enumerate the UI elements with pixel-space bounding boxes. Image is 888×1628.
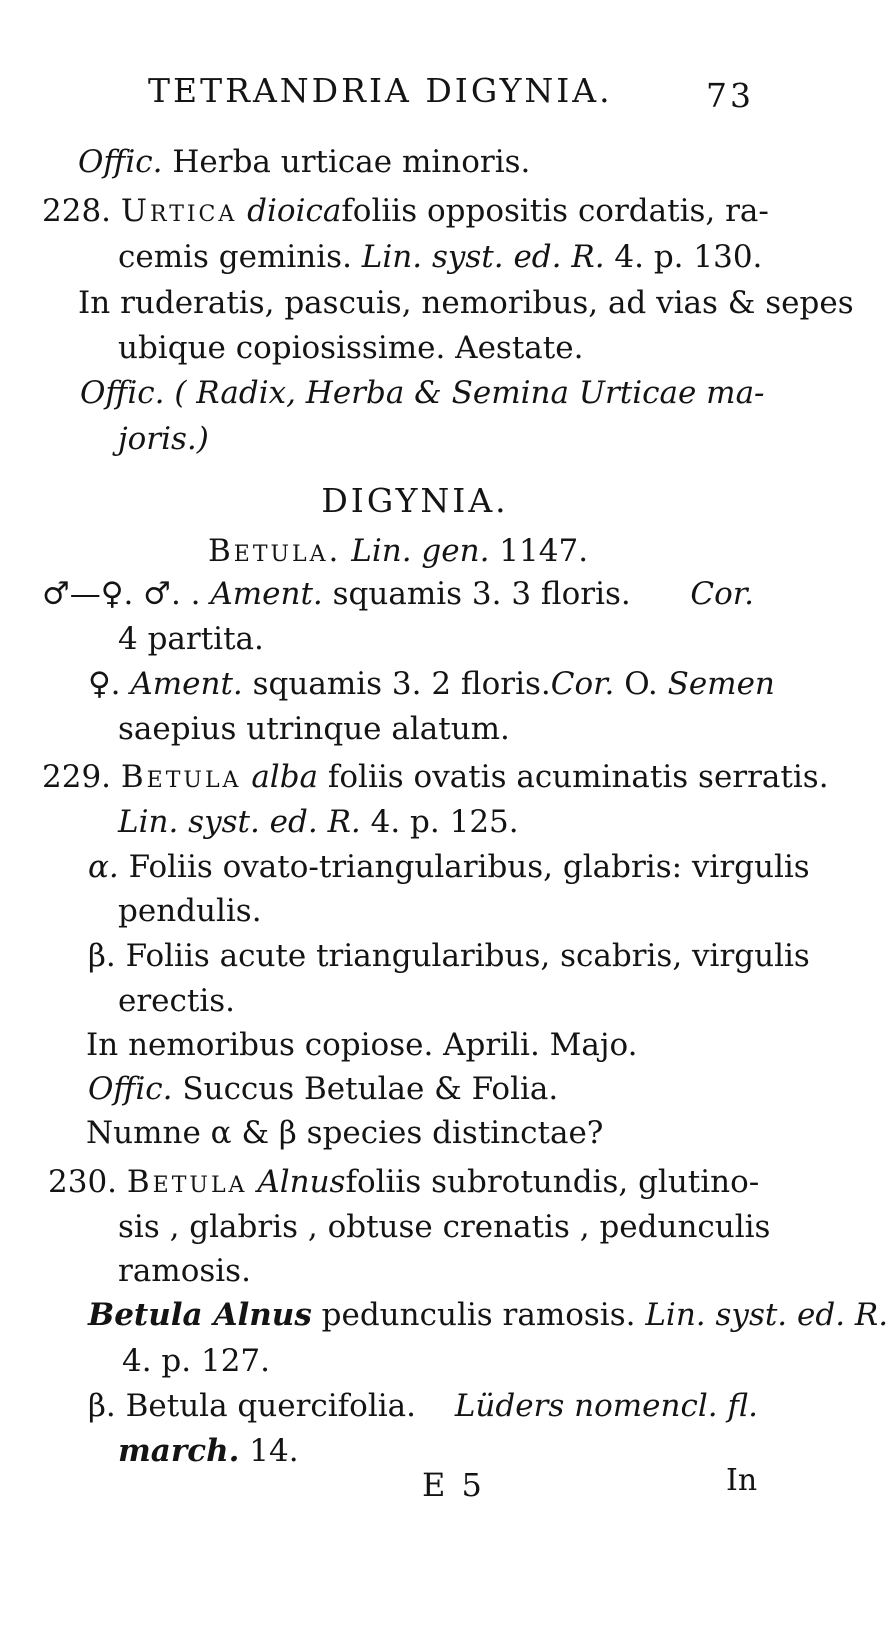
line-text: 14. (239, 1433, 299, 1469)
entry-230-line (48, 1163, 758, 1201)
line-text: cemis geminis. (118, 239, 362, 275)
offic-label: Offic. (78, 144, 163, 180)
line-text: pedunculis ramosis. (311, 1297, 646, 1333)
female-symbol: ♀. (88, 666, 121, 702)
offic-line (88, 1070, 558, 1108)
entry-number: 229. (42, 759, 112, 795)
line-text: 4. p. 125. (360, 804, 519, 840)
entry-229-reference (118, 803, 519, 841)
cor-label: Cor. (690, 576, 754, 612)
running-title: TETRANDRIA DIGYNIA. (148, 71, 613, 110)
line-text: foliis oppositis cordatis, ra- (341, 193, 769, 229)
entry-228-reference (118, 238, 762, 276)
variety-letter: α. (88, 849, 119, 885)
variety-alpha-cont: pendulis. (118, 893, 262, 929)
entry-229-line (42, 758, 829, 796)
reference-abbr: Lin. syst. ed. R. (645, 1297, 888, 1333)
species-name: dioica (247, 193, 342, 229)
variety-letter: β. (88, 1388, 116, 1424)
habitat-line: In ruderatis, pascuis, nemoribus, ad vias & sepes (78, 285, 854, 321)
line-text: Succus Betulae & Folia. (172, 1071, 559, 1107)
entry-228-line (42, 192, 769, 230)
catchword: In (726, 1463, 758, 1498)
offic-line-cont: joris.) (118, 421, 209, 457)
cor-label: Cor. (550, 666, 615, 702)
reference-abbr: Lin. syst. ed. R. (118, 804, 361, 840)
synonym-line-cont: 4. p. 127. (122, 1343, 271, 1379)
habitat-line: In nemoribus copiose. Aprili. Majo. (86, 1027, 638, 1063)
line-text: foliis ovatis acuminatis serratis. (318, 759, 829, 795)
question-line: Numne α & β species distinctae? (86, 1115, 604, 1151)
ament-label: Ament. (200, 576, 323, 612)
reference-abbr: Lin. syst. ed. R. (361, 239, 605, 275)
ament-label: Ament. (120, 666, 243, 702)
synonym-name: Betula Alnus (88, 1297, 312, 1333)
entry-230-cont-2: ramosis. (118, 1253, 251, 1289)
line-text: Foliis ovato-triangularibus, glabris: virgulis (118, 849, 810, 885)
genus-name: Betula (120, 759, 242, 795)
signature-mark: E 5 (422, 1466, 485, 1504)
line-text: Foliis acute triangularibus, scabris, virgulis (115, 938, 810, 974)
line-text: Herba urticae minoris. (162, 144, 531, 180)
offic-line: Offic. ( Radix, Herba & Semina Urticae ma- (80, 375, 765, 411)
sex-symbols: ♂—♀. ♂. . (42, 576, 201, 612)
female-character-line (88, 665, 775, 703)
species-name: alba (251, 759, 319, 795)
page-number: 73 (706, 76, 754, 115)
female-character-cont: saepius utrinque alatum. (118, 711, 510, 747)
variety-letter: β. (88, 938, 116, 974)
line-text: foliis subrotundis, glutino- (345, 1164, 760, 1200)
section-heading: DIGYNIA. (321, 481, 509, 520)
genus-name: Betula (126, 1164, 248, 1200)
habitat-line-cont: ubique copiosissime. Aestate. (118, 330, 584, 366)
genus-name: Betula. (208, 533, 342, 569)
reference-abbr: march. (118, 1433, 240, 1469)
genus-heading (208, 532, 588, 570)
character-line-cont: 4 partita. (118, 621, 264, 657)
line-text: O. (614, 666, 668, 702)
entry-number: 228. (42, 193, 112, 229)
variety-beta-line-cont (118, 1432, 299, 1470)
semen-label: Semen (667, 666, 775, 702)
variety-alpha (88, 848, 810, 886)
entry-number: 230. (48, 1164, 118, 1200)
line-text: squamis 3. 2 floris. (242, 666, 551, 702)
variety-beta-cont: erectis. (118, 983, 236, 1019)
line-text: 4. p. 130. (604, 239, 763, 275)
entry-230-cont: sis , glabris , obtuse crenatis , pedunculis (118, 1209, 771, 1245)
reference-abbr: Lüders nomencl. fl. (454, 1388, 758, 1424)
offic-label: Offic. (88, 1071, 173, 1107)
species-name: Alnus (257, 1164, 346, 1200)
line-text: squamis 3. 3 floris. (322, 576, 631, 612)
synonym-line (88, 1296, 888, 1334)
line-offic-herba (78, 143, 530, 181)
variety-beta (88, 937, 810, 975)
character-line (42, 575, 754, 613)
genus-number: 1147. (489, 533, 589, 569)
variety-beta-line (88, 1387, 758, 1425)
genus-name: Urtica (120, 193, 238, 229)
reference-abbr: Lin. gen. (341, 533, 490, 569)
line-text: Betula quercifolia. (115, 1388, 416, 1424)
